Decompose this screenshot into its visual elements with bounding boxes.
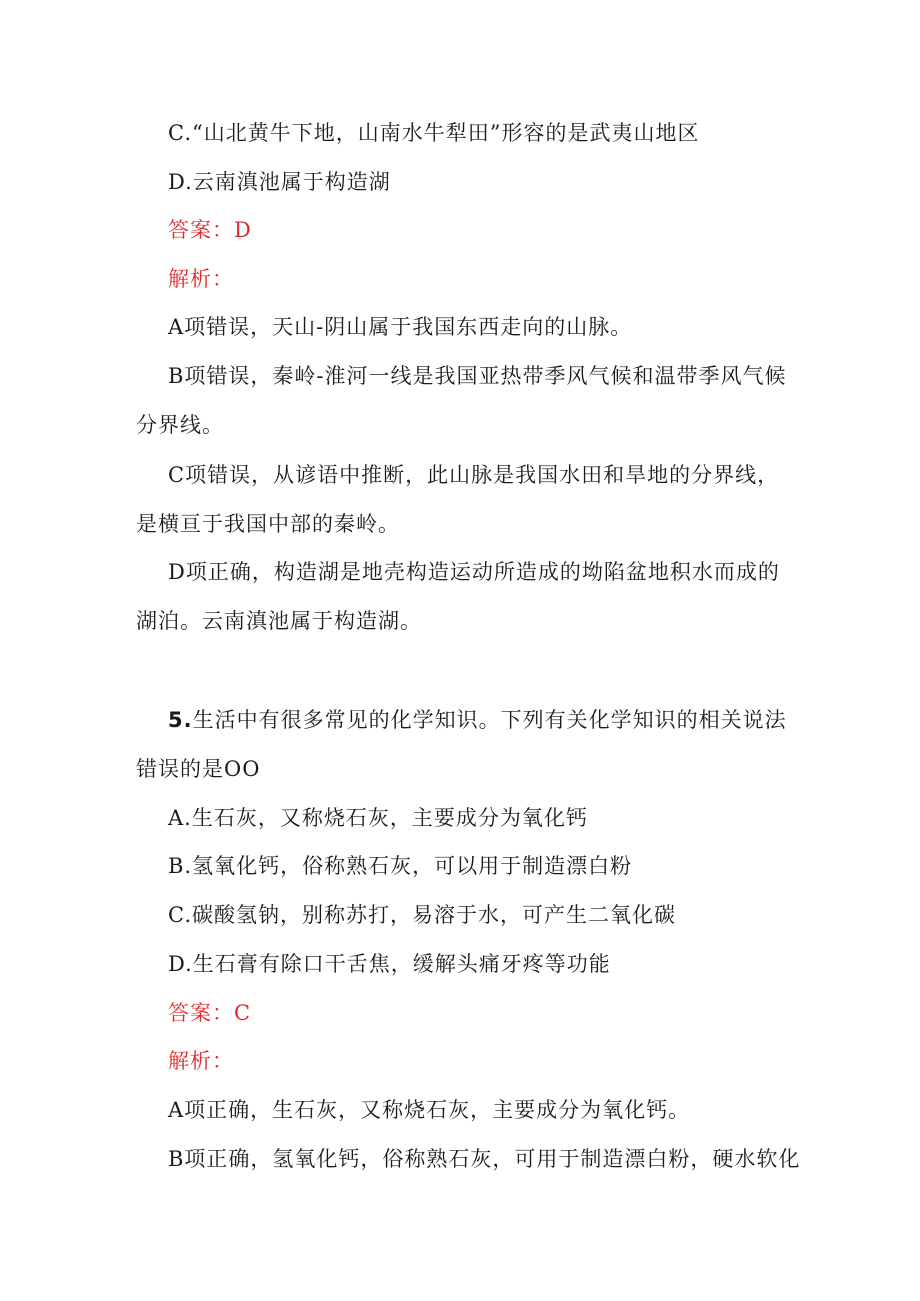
q4-explanation-a: A项错误，天山-阴山属于我国东西走向的山脉。 [168, 315, 633, 339]
q4-explanation-d-line2: 湖泊。云南滇池属于构造湖。 [136, 609, 422, 633]
q4-explanation-d-line1: D项正确，构造湖是地壳构造运动所造成的坳陷盆地积水而成的 [168, 560, 780, 584]
q5-stem-text: 生活中有很多常见的化学知识。下列有关化学知识的相关说法 [192, 708, 787, 732]
q4-analysis-label: 解析： [168, 267, 234, 291]
q4-option-d: D.云南滇池属于构造湖 [168, 170, 391, 194]
q5-option-a: A.生石灰，又称烧石灰，主要成分为氧化钙 [168, 806, 588, 830]
q5-explanation-a: A项正确，生石灰，又称烧石灰，主要成分为氧化钙。 [168, 1098, 691, 1122]
q5-number: 5. [168, 708, 193, 732]
q4-explanation-b-line2: 分界线。 [136, 413, 224, 437]
q5-stem-line2: 错误的是OO [136, 757, 261, 781]
q4-explanation-c-line2: 是横亘于我国中部的秦岭。 [136, 512, 400, 536]
q4-explanation-b-line1: B项错误，秦岭-淮河一线是我国亚热带季风气候和温带季风气候 [168, 364, 787, 388]
q4-explanation-c-line1: C项错误，从谚语中推断，此山脉是我国水田和旱地的分界线， [168, 463, 780, 487]
q4-answer: 答案：D [168, 218, 252, 242]
q5-option-b: B.氢氧化钙，俗称熟石灰，可以用于制造漂白粉 [168, 854, 633, 878]
q4-option-c: C.“山北黄牛下地，山南水牛犁田”形容的是武夷山地区 [168, 121, 700, 145]
q5-analysis-label: 解析： [168, 1049, 234, 1073]
q5-answer: 答案：C [168, 1001, 252, 1025]
q5-option-d: D.生石膏有除口干舌焦，缓解头痛牙疼等功能 [168, 952, 611, 976]
q5-option-c: C.碳酸氢钠，别称苏打，易溶于水，可产生二氧化碳 [168, 903, 676, 927]
q5-explanation-b-line1: B项正确，氢氧化钙，俗称熟石灰，可用于制造漂白粉，硬水软化 [168, 1147, 801, 1171]
q5-stem-line1 [168, 705, 787, 735]
